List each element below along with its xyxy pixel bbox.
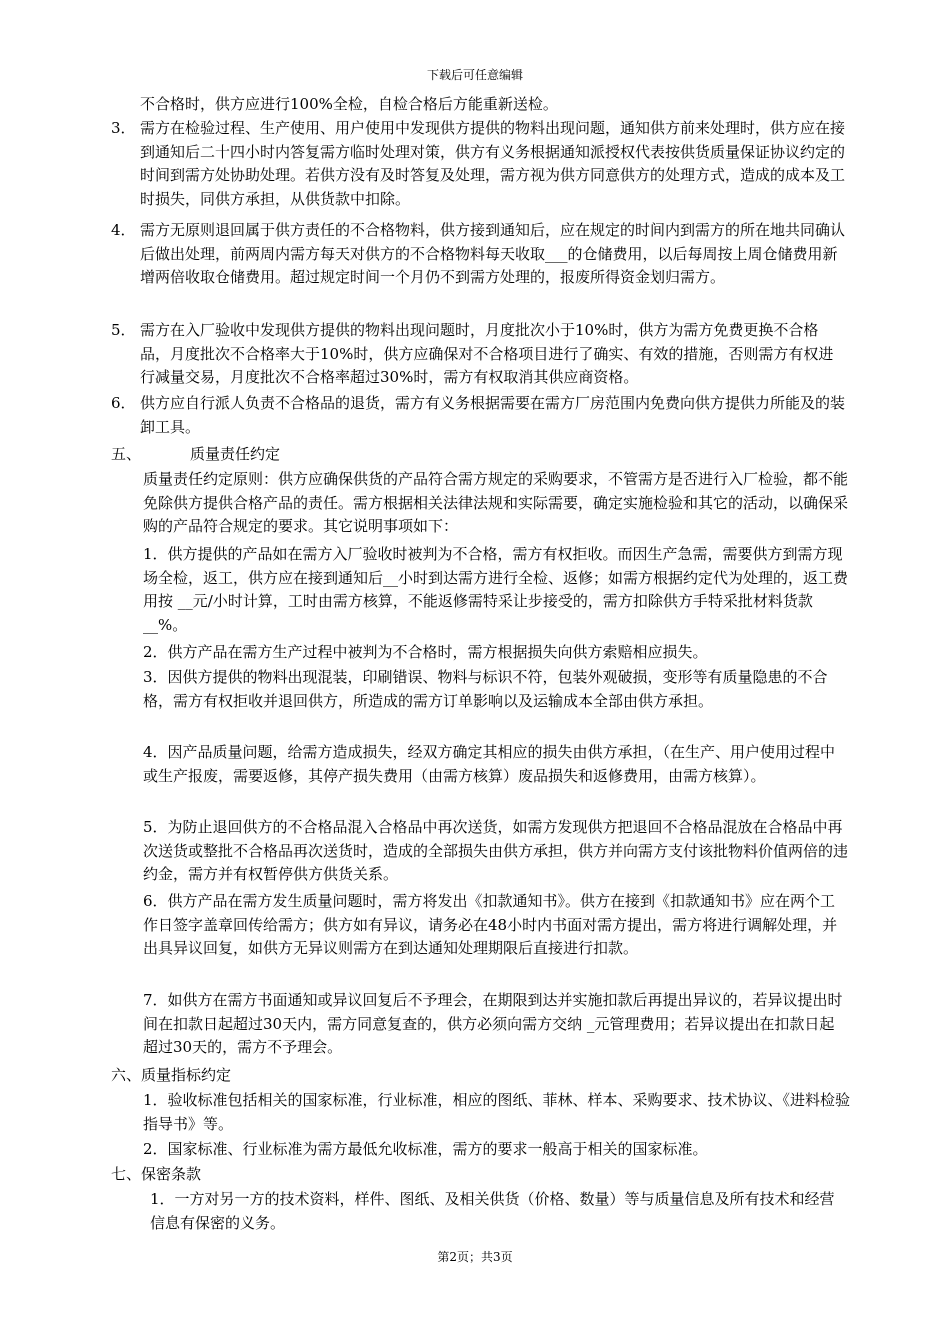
section-title: 质量责任约定 (190, 445, 281, 463)
page-footer: 第2页；共3页 (437, 1250, 513, 1264)
section-intro: 质量责任约定原则：供方应确保供货的产品符合需方规定的采购要求，不管需方是否进行入厂检验，都不能免除供方提供合格产品的责任。需方根据相关法律法规和实际需要，确定实施检验和其它的活动，以确保采购的产品符合规定的要求。其它说明事项如下： (143, 470, 849, 535)
section-number: 五、 (111, 445, 142, 463)
list-item-text: 需方在入厂验收中发现供方提供的物料出现问题时，月度批次小于10%时，供方为需方免费更换不合格品，月度批次不合格率大于10%时，供方应确保对不合格项目进行了确实、有效的措施，否则需方有权进行减量交易，月度批次不合格率超过30%时，需方有权取消其供应商资格。 (140, 321, 834, 386)
list-item-text: 供方应自行派人负责不合格品的退货，需方有义务根据需要在需方厂房范围内免费向供方提供力所能及的装卸工具。 (140, 394, 846, 436)
list-item-continuation: 不合格时，供方应进行100%全检，自检合格后方能重新送检。 (140, 95, 558, 113)
section-title: 七、保密条款 (111, 1165, 202, 1183)
section-paragraph: 7．如供方在需方书面通知或异议回复后不予理会，在期限到达并实施扣款后再提出异议的，若异议提出时间在扣款日起超过30天内，需方同意复查的，供方必须向需方交纳 _元管理费用；若异议提出在扣款日起超过30天的，需方不予理会。 (143, 991, 843, 1056)
list-item-text: 需方无原则退回属于供方责任的不合格物料，供方接到通知后，应在规定的时间内到需方的所在地共同确认后做出处理，前两周内需方每天对供方的不合格物料每天收取___的仓储费用，以后每周按上周仓储费用新增两倍收取仓储费用。超过规定时间一个月仍不到需方处理的，报废所得资金划归需方。 (140, 221, 846, 286)
list-item-number: 3． (111, 119, 136, 137)
section-paragraph: 2．供方产品在需方生产过程中被判为不合格时，需方根据损失向供方索赔相应损失。 (143, 643, 708, 661)
page-header: 下载后可任意编辑 (426, 68, 523, 82)
section-paragraph: 1．验收标准包括相关的国家标准，行业标准，相应的图纸、菲林、样本、采购要求、技术协议、《进料检验指导书》等。 (143, 1091, 851, 1133)
list-item-text: 需方在检验过程、生产使用、用户使用中发现供方提供的物料出现问题，通知供方前来处理时，供方应在接到通知后二十四小时内答复需方临时处理对策，供方有义务根据通知派授权代表按供货质量保证协议约定的时间到需方处协助处理。若供方没有及时答复及处理，需方视为供方同意供方的处理方式，造成的成本及工时损失，同供方承担，从供货款中扣除。 (140, 119, 846, 208)
section-paragraph: 4．因产品质量问题，给需方造成损失，经双方确定其相应的损失由供方承担，（在生产、用户使用过程中或生产报废，需要返修，其停产损失费用（由需方核算）废品损失和返修费用，由需方核算）。 (143, 743, 836, 785)
section-paragraph: 1．一方对另一方的技术资料，样件、图纸、及相关供货（价格、数量）等与质量信息及所有技术和经营信息有保密的义务。 (150, 1190, 835, 1232)
section-paragraph: 5．为防止退回供方的不合格品混入合格品中再次送货，如需方发现供方把退回不合格品混放在合格品中再次送货或整批不合格品再次送货时，造成的全部损失由供方承担，供方并向需方支付该批物料价值两倍的违约金，需方并有权暂停供方供货关系。 (143, 818, 849, 883)
list-item-number: 4． (111, 221, 136, 239)
section-paragraph: 1．供方提供的产品如在需方入厂验收时被判为不合格，需方有权拒收。而因生产急需，需要供方到需方现场全检，返工，供方应在接到通知后__小时到达需方进行全检、返修；如需方根据约定代为处理的，返工费用按 __元/小时计算，工时由需方核算，不能返修需特采让步接受的，需方扣除供方手特采批材料货款__%。 (143, 545, 849, 634)
list-item-number: 6． (111, 394, 136, 412)
list-item-number: 5． (111, 321, 136, 339)
section-title: 六、质量指标约定 (111, 1066, 232, 1084)
section-paragraph: 2．国家标准、行业标准为需方最低允收标准，需方的要求一般高于相关的国家标准。 (143, 1140, 708, 1158)
section-paragraph: 6．供方产品在需方发生质量问题时，需方将发出《扣款通知书》。供方在接到《扣款通知书》应在两个工作日签字盖章回传给需方；供方如有异议，请务必在48小时内书面对需方提出，需方将进行调解处理，并出具异议回复，如供方无异议则需方在到达通知处理期限后直接进行扣款。 (143, 892, 838, 957)
section-paragraph: 3．因供方提供的物料出现混装，印刷错误、物料与标识不符，包装外观破损，变形等有质量隐患的不合格，需方有权拒收并退回供方，所造成的需方订单影响以及运输成本全部由供方承担。 (143, 668, 828, 710)
